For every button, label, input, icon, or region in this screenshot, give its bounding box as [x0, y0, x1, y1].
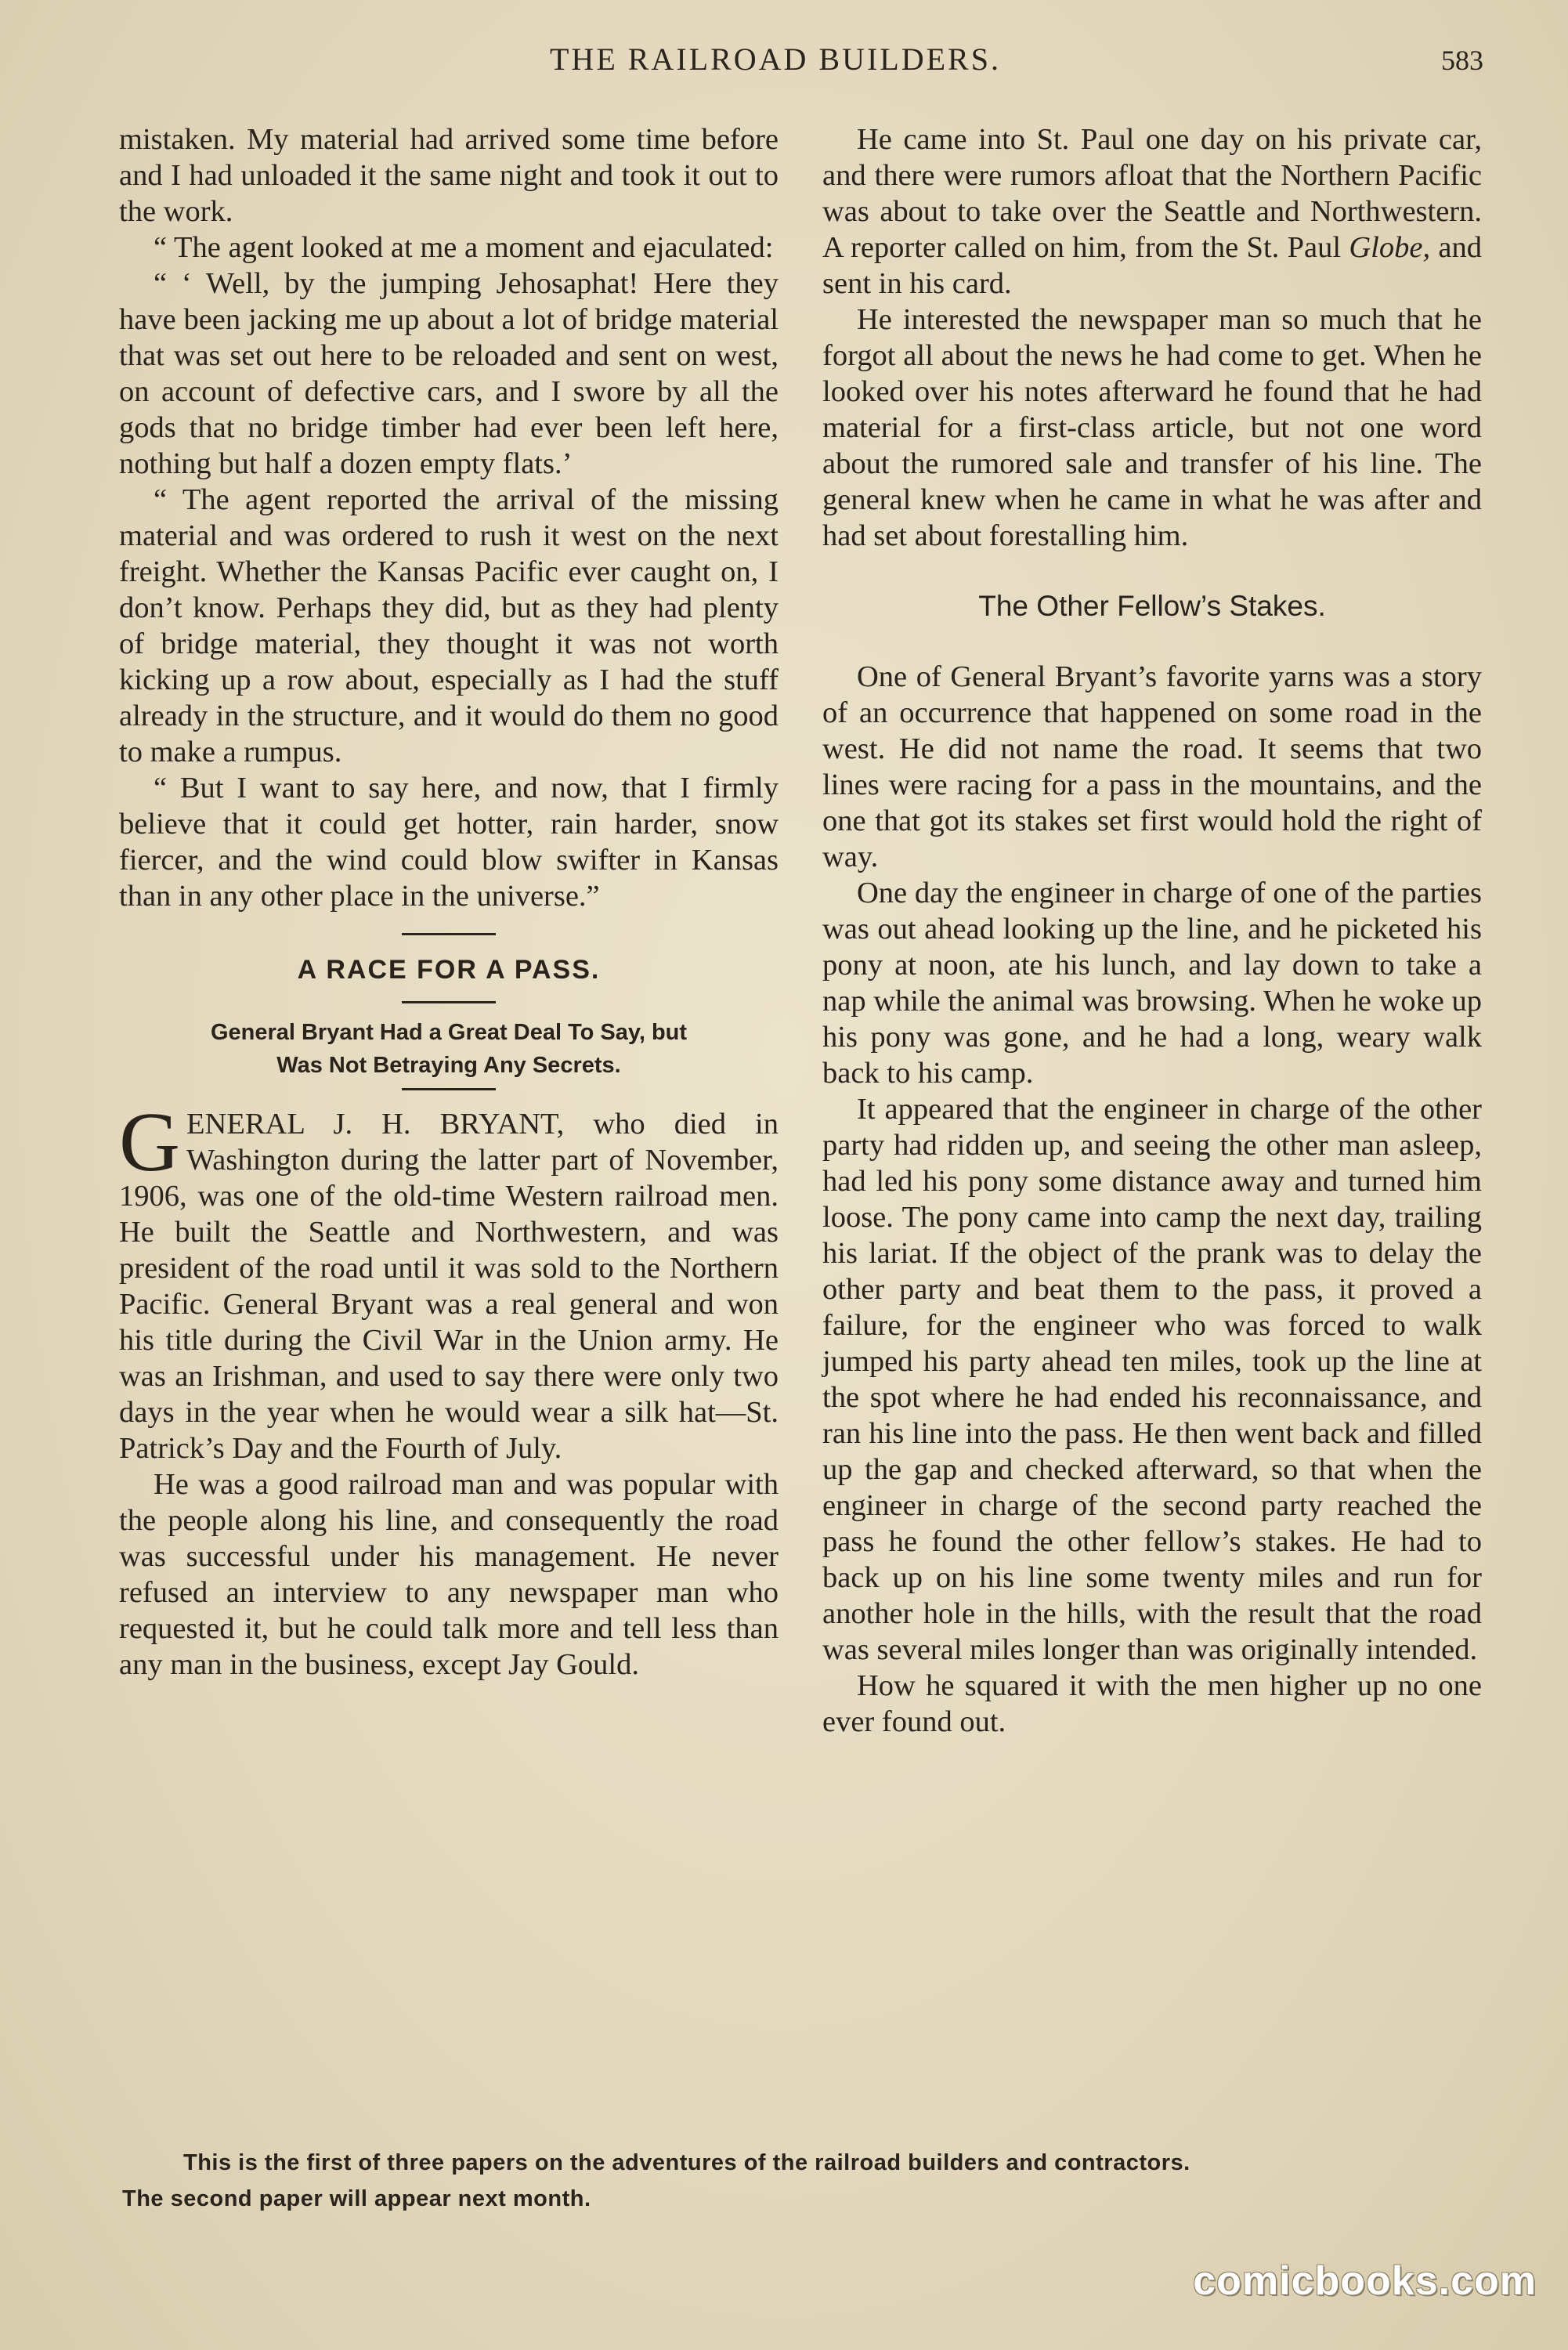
page-number: 583 — [1441, 45, 1483, 76]
paragraph: One of General Bryant’s favorite yarns was a story of an occurrence that happened on some road in the west. He did not name the road. It seems that two lines were racing for a pass in the mountains, and the one that got its stakes set first would hold the right of way. — [822, 660, 1482, 873]
paragraph: He was a good railroad man and was popular with the people along his line, and consequently the road was successful under his management. He never refused an interview to any newspaper man who requested it, but he could talk more and tell less than any man in the business, except Jay Gould. — [119, 1468, 779, 1681]
subhead-line: Was Not Betraying Any Secrets. — [276, 1053, 621, 1078]
paragraph: “ ‘ Well, by the jumping Jehosaphat! Here they have been jacking me up about a lot of bridge material that was set out here to be reloaded and sent on west, on account of defective cars, and I swore by all the gods that no bridge timber had ever been left here, nothing but half a dozen empty flats.’ — [119, 267, 779, 480]
subhead-line: General Bryant Had a Great Deal To Say, but — [210, 1020, 688, 1045]
left-column — [119, 121, 779, 1683]
running-title: THE RAILROAD BUILDERS. — [550, 42, 1001, 77]
lead-paragraph — [119, 1096, 779, 1466]
article-subhead — [119, 1016, 779, 1082]
site-watermark: comicbooks.com — [1193, 2258, 1537, 2304]
paragraph: How he squared it with the men higher up no one ever found out. — [822, 1669, 1482, 1738]
lead-text: ENERAL J. H. BRYANT, who died in Washington during the latter part of November, 1906, was one of the old-time Western railroad men. He built the Seattle and Northwestern, and was president of the road until it was sold to the Northern Pacific. General Bryant was a real general and won his title during the Civil War in the Union army. He was an Irishman, and used to say there were only two days in the year when he would wear a silk hat—St. Patrick’s Day and the Fourth of July. — [119, 1108, 779, 1465]
footnote-line: This is the first of three papers on the adventures of the railroad builders and contractors. — [183, 2150, 1190, 2175]
newspaper-name: Globe, — [1349, 231, 1431, 264]
divider-rule — [402, 1088, 496, 1090]
right-column — [822, 121, 1482, 1740]
paragraph: “ The agent reported the arrival of the missing material and was ordered to rush it west on the next freight. Whether the Kansas Pacific ever caught on, I don’t know. Perhaps they did, but as they had plenty of bridge material, they thought it was not worth kicking up a row about, especially as I had the stuff already in the structure, and it would do them no good to make a rumpus. — [119, 483, 779, 768]
paragraph: mistaken. My material had arrived some time before and I had unloaded it the same night and took it out to the work. — [119, 123, 779, 228]
paragraph — [822, 121, 1482, 302]
paragraph: “ The agent looked at me a moment and ejaculated: — [154, 231, 774, 264]
section-subhead: The Other Fellow’s Stakes. — [978, 590, 1326, 622]
running-header — [0, 41, 1568, 88]
editorial-footnote — [122, 2145, 1485, 2217]
paragraph: He interested the newspaper man so much that he forgot all about the news he had come to get. When he looked over his notes afterward he found that he had material for a first-class article, but not one word about the rumored sale and transfer of his line. The general knew when he came in what he was after and had set about forestalling him. — [822, 303, 1482, 552]
section-title: A RACE FOR A PASS. — [297, 955, 601, 985]
divider-rule — [402, 933, 496, 935]
footnote-line: The second paper will appear next month. — [122, 2186, 591, 2211]
divider-rule — [402, 1001, 496, 1003]
text: He came into St. Paul one day on his private car, and there were rumors afloat that the Northern Pacific was about to take over the Seattle and Northwestern. A reporter called on him, from the St. Paul — [822, 123, 1482, 264]
text: and sent in his card. — [822, 231, 1483, 300]
drop-cap: G — [119, 1096, 180, 1189]
paragraph: One day the engineer in charge of one of the parties was out ahead looking up the line, and he picketed his pony at noon, ate his lunch, and lay down to take a nap while the animal was browsing. When he woke up his pony was gone, and he had a long, weary walk back to his camp. — [822, 877, 1482, 1090]
paragraph: “ But I want to say here, and now, that I firmly believe that it could get hotter, rain harder, snow fiercer, and the wind could blow swifter in Kansas than in any other place in the universe.” — [119, 772, 779, 913]
paragraph: It appeared that the engineer in charge of the other party had ridden up, and seeing the other man asleep, had led his pony some distance away and turned him loose. The pony came into camp the next day, trailing his lariat. If the object of the prank was to delay the other party and beat them to the pass, it proved a failure, for the engineer who was forced to walk jumped his party ahead ten miles, took up the line at the spot where he had ended his reconnaissance, and ran his line into the pass. He then went back and filled up the gap and checked afterward, so that when the engineer in charge of the second party reached the pass he found the other fellow’s stakes. He had to back up on his line some twenty miles and run for another hole in the hills, with the result that the road was several miles longer than was originally intended. — [822, 1093, 1482, 1666]
